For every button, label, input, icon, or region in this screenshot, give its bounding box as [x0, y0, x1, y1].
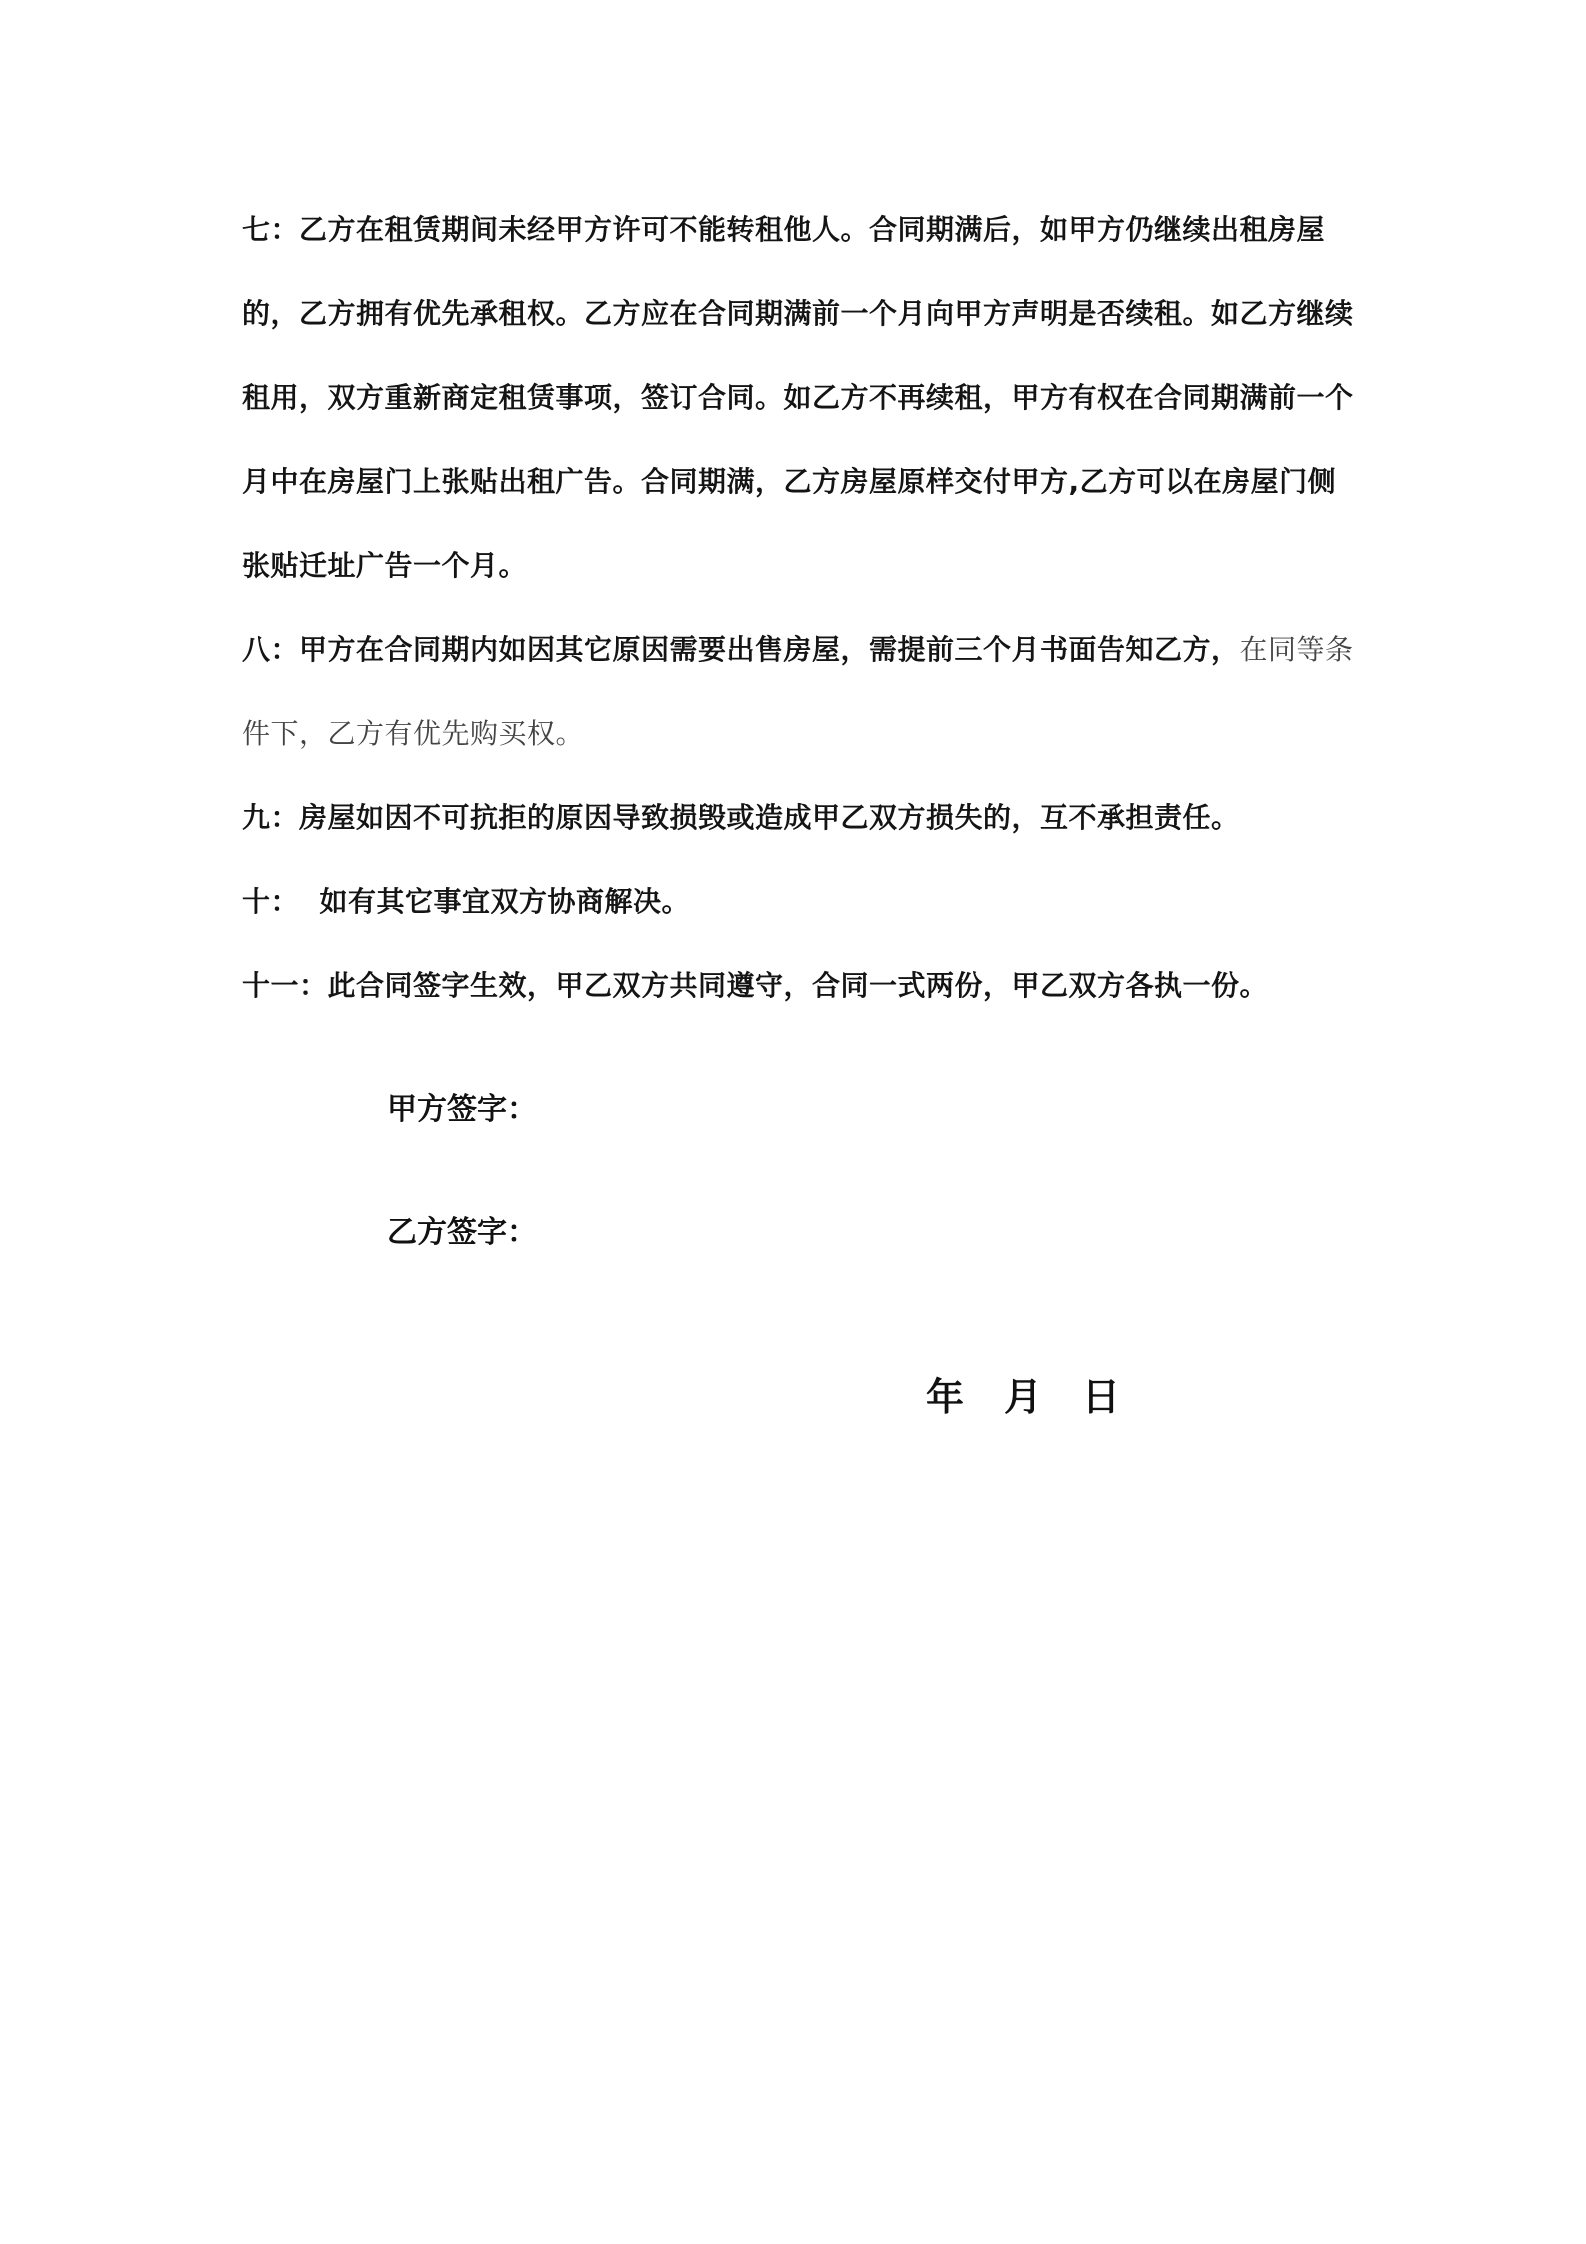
clause-10 [242, 860, 1362, 944]
date-year-label: 年 [926, 1375, 965, 1419]
date-day-label: 日 [1082, 1375, 1121, 1419]
clause-10-number: 十： [242, 885, 320, 918]
clause-11-text: 此合同签字生效，甲乙双方共同遵守，合同一式两份，甲乙双方各执一份。 [327, 969, 1269, 1002]
clause-11-number: 十一： [242, 969, 328, 1002]
party-a-signature-label: 甲方签字： [387, 1092, 537, 1127]
clause-10-text: 如有其它事宜双方协商解决。 [319, 885, 691, 918]
clause-7-number: 七： [242, 213, 300, 246]
clause-9-text: 房屋如因不可抗拒的原因导致损毁或造成甲乙双方损失的，互不承担责任。 [299, 801, 1240, 834]
clause-8 [242, 608, 1362, 776]
clause-8-text: 甲方在合同期内如因其它原因需要出售房屋，需提前三个月书面告知乙方， [299, 633, 1240, 666]
clause-7-text: 乙方在租赁期间未经甲方许可不能转租他人。合同期满后，如甲方仍继续出租房屋的，乙方拥有优先承租权。乙方应在合同期满前一个月向甲方声明是否续租。如乙方继续租用，双方重新商定租赁事项，签订合同。如乙方不再续租，甲方有权在合同期满前一个月中在房屋门上张贴出租广告。合同期满，乙方房屋原样交付甲方,乙方可以在房屋门侧张贴迁址广告一个月。 [242, 213, 1354, 582]
clause-7 [242, 188, 1362, 608]
clause-9-number: 九： [242, 801, 300, 834]
date-line [926, 1374, 1120, 1420]
date-month-label: 月 [1004, 1375, 1043, 1419]
clause-11 [242, 944, 1362, 1028]
clause-9 [242, 776, 1362, 860]
clause-8-text-continued: 在同等条件下，乙方有优先购买权。 [242, 633, 1354, 750]
clause-8-number: 八： [242, 633, 300, 666]
party-b-signature-label: 乙方签字： [387, 1215, 537, 1250]
